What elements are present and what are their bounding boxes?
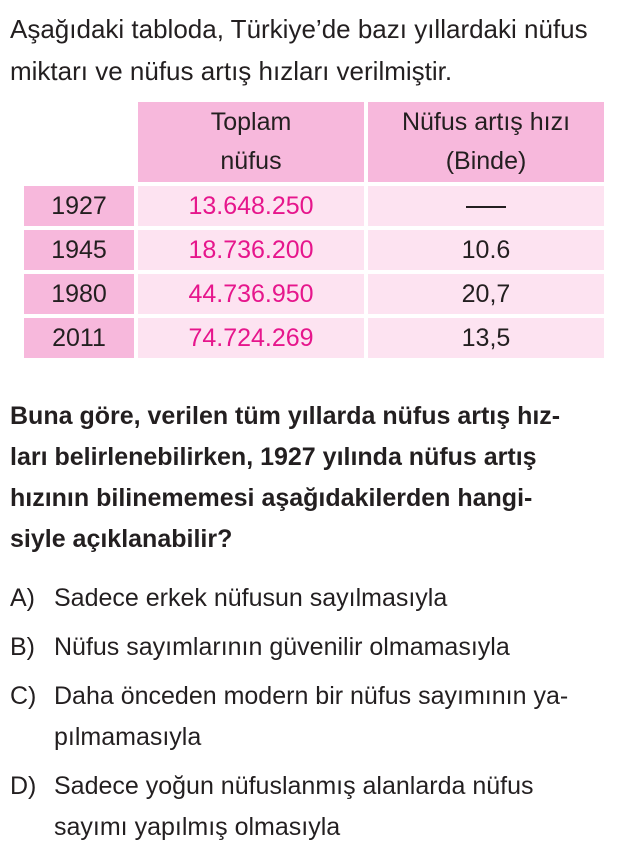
table-header-row [24, 102, 604, 182]
intro-line-1: Aşağıdaki tabloda, Türkiye’de bazı yıllardaki nüfus [10, 14, 588, 44]
header-total-population [138, 102, 364, 182]
year-cell: 1945 [24, 230, 134, 270]
population-cell: 18.736.200 [138, 230, 364, 270]
question-line-4: siyle açıklanabilir? [10, 525, 233, 553]
intro-line-2: miktarı ve nüfus artış hızları verilmiştir. [10, 56, 453, 86]
option-line-1: Sadece erkek nüfusun sayılmasıyla [54, 584, 448, 612]
question-line-1: Buna göre, verilen tüm yıllarda nüfus artış hız- [10, 402, 561, 430]
header-population-line-1: Toplam [210, 108, 292, 136]
question-text [10, 396, 625, 560]
option-c[interactable] [10, 676, 628, 758]
option-text [54, 578, 628, 619]
option-letter: B) [10, 633, 35, 661]
table-row [24, 230, 604, 270]
population-cell: 74.724.269 [138, 318, 364, 358]
table-row [24, 274, 604, 314]
empty-dash [466, 206, 506, 208]
population-cell: 44.736.950 [138, 274, 364, 314]
question-line-2: ları belirlenebilirken, 1927 yılında nüfus artış [10, 443, 537, 471]
option-line-1: Daha önceden modern bir nüfus sayımının ya- [54, 682, 569, 710]
option-a[interactable] [10, 578, 628, 619]
table-row [24, 186, 604, 226]
option-text [54, 627, 628, 668]
option-letter: D) [10, 772, 37, 800]
option-letter: C) [10, 682, 37, 710]
year-cell: 1980 [24, 274, 134, 314]
option-letter: A) [10, 584, 35, 612]
header-rate-line-2: (Binde) [445, 147, 527, 175]
option-d[interactable] [10, 766, 628, 848]
option-line-2: pılmamasıyla [54, 723, 202, 751]
option-text [54, 676, 628, 758]
header-growth-rate [368, 102, 604, 182]
option-b[interactable] [10, 627, 628, 668]
option-line-2: sayımı yapılmış olmasıyla [54, 813, 341, 841]
rate-cell: 20,7 [368, 274, 604, 314]
rate-cell [368, 186, 604, 226]
question-line-3: hızının bilinememesi aşağıdakilerden hangi- [10, 484, 533, 512]
population-cell: 13.648.250 [138, 186, 364, 226]
header-rate-line-1: Nüfus artış hızı [401, 108, 571, 136]
year-cell: 1927 [24, 186, 134, 226]
option-line-1: Sadece yoğun nüfuslanmış alanlarda nüfus [54, 772, 534, 800]
table-row [24, 318, 604, 358]
rate-cell: 13,5 [368, 318, 604, 358]
option-line-1: Nüfus sayımlarının güvenilir olmamasıyla [54, 633, 510, 661]
population-table [20, 98, 608, 362]
option-text [54, 766, 628, 848]
answer-options [10, 578, 628, 856]
header-empty-cell [24, 102, 134, 182]
rate-cell: 10.6 [368, 230, 604, 270]
header-population-line-2: nüfus [220, 147, 282, 175]
intro-text [10, 8, 630, 92]
year-cell: 2011 [24, 318, 134, 358]
